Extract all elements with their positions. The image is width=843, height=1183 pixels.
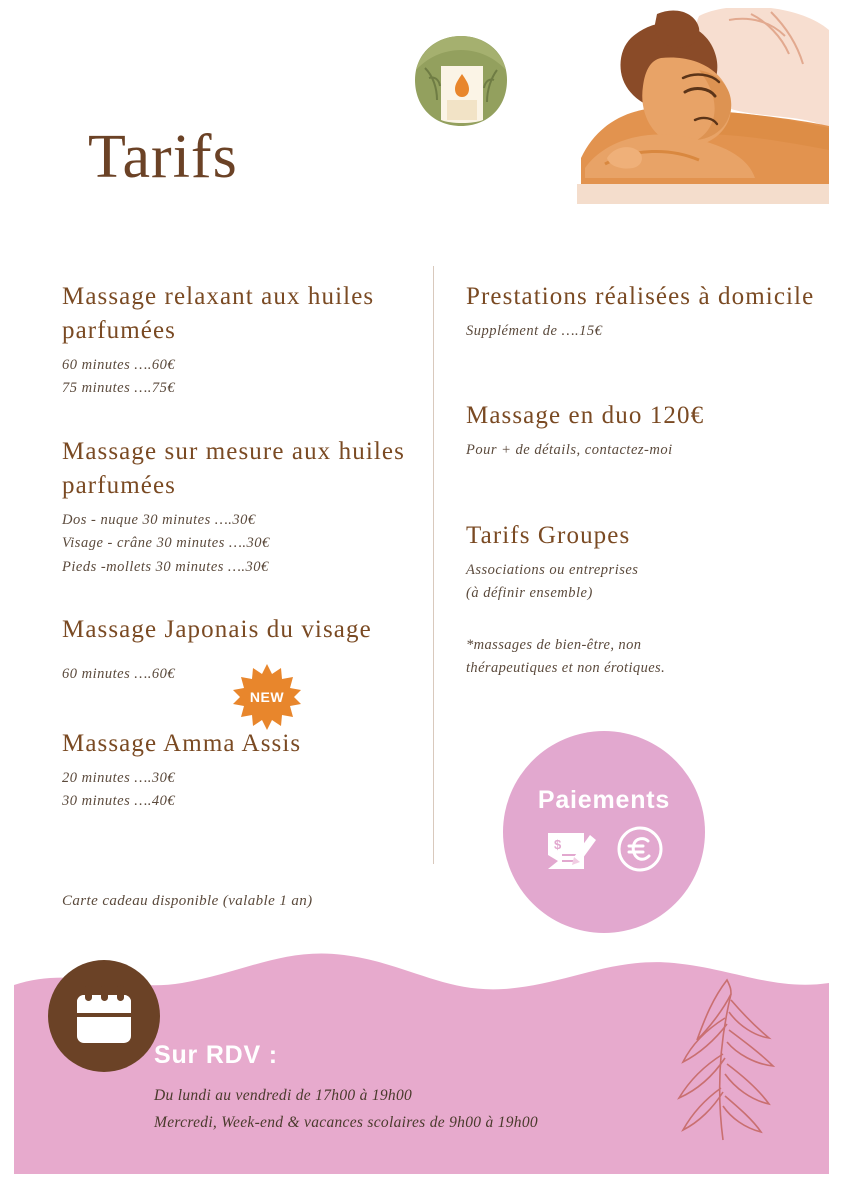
payments-badge <box>503 731 705 933</box>
calendar-badge <box>48 960 160 1072</box>
gift-card-note: Carte cadeau disponible (valable 1 an) <box>62 893 313 909</box>
service-massage-relaxant <box>62 280 417 401</box>
new-badge-label: NEW <box>249 689 285 705</box>
cheque-icon <box>544 825 600 878</box>
footer-hours-line: Mercredi, Week-end & vacances scolaires de 9h00 à 19h00 <box>154 1113 538 1131</box>
footer-text <box>154 1041 774 1136</box>
payments-icons <box>544 825 664 878</box>
price-line: 75 minutes ….75€ <box>62 380 176 397</box>
service-massage-sur-mesure <box>62 435 417 579</box>
poster-sheet <box>14 8 829 1174</box>
service-tarifs-groupes <box>466 519 816 606</box>
price-line: Pieds -mollets 30 minutes ….30€ <box>62 558 269 575</box>
disclaimer-line: *massages de bien-être, non <box>466 636 642 653</box>
service-title: Tarifs Groupes <box>466 521 631 549</box>
service-title: Massage sur mesure aux huiles parfumées <box>62 437 405 499</box>
right-column <box>466 280 816 707</box>
svg-text:$: $ <box>554 837 562 852</box>
price-line: 60 minutes ….60€ <box>62 666 176 683</box>
euro-icon <box>616 825 664 878</box>
footer-title: Sur RDV : <box>154 1040 278 1069</box>
price-line: Pour + de détails, contactez-moi <box>466 442 673 459</box>
service-title: Prestations réalisées à domicile <box>466 283 815 310</box>
massage-illustration <box>399 8 829 236</box>
payments-title: Paiements <box>537 786 671 814</box>
disclaimer <box>466 634 816 681</box>
service-prestations-domicile <box>466 280 816 343</box>
price-line: 20 minutes ….30€ <box>62 769 176 786</box>
service-title: Massage en duo 120€ <box>466 402 705 430</box>
price-line: 30 minutes ….40€ <box>62 793 176 810</box>
price-line: Dos - nuque 30 minutes ….30€ <box>62 511 256 528</box>
service-title: Massage Japonais du visage <box>62 616 372 644</box>
left-column <box>62 280 417 840</box>
service-title: Massage relaxant aux huiles parfumées <box>62 283 375 344</box>
disclaimer-line: thérapeutiques et non érotiques. <box>466 660 666 677</box>
price-line: (à définir ensemble) <box>466 585 593 602</box>
column-divider <box>433 266 434 864</box>
price-line: 60 minutes ….60€ <box>62 357 176 373</box>
service-massage-amma <box>62 727 417 814</box>
footer-hours-line: Du lundi au vendredi de 17h00 à 19h00 <box>154 1086 413 1104</box>
price-line: Supplément de ….15€ <box>466 323 603 339</box>
price-line: Associations ou entreprises <box>466 561 639 578</box>
price-line: Visage - crâne 30 minutes ….30€ <box>62 535 270 552</box>
service-massage-duo <box>466 399 816 462</box>
new-badge <box>233 663 301 731</box>
calendar-icon <box>71 983 137 1049</box>
service-title: Massage Amma Assis <box>62 729 302 757</box>
page-title: Tarifs <box>88 123 238 191</box>
